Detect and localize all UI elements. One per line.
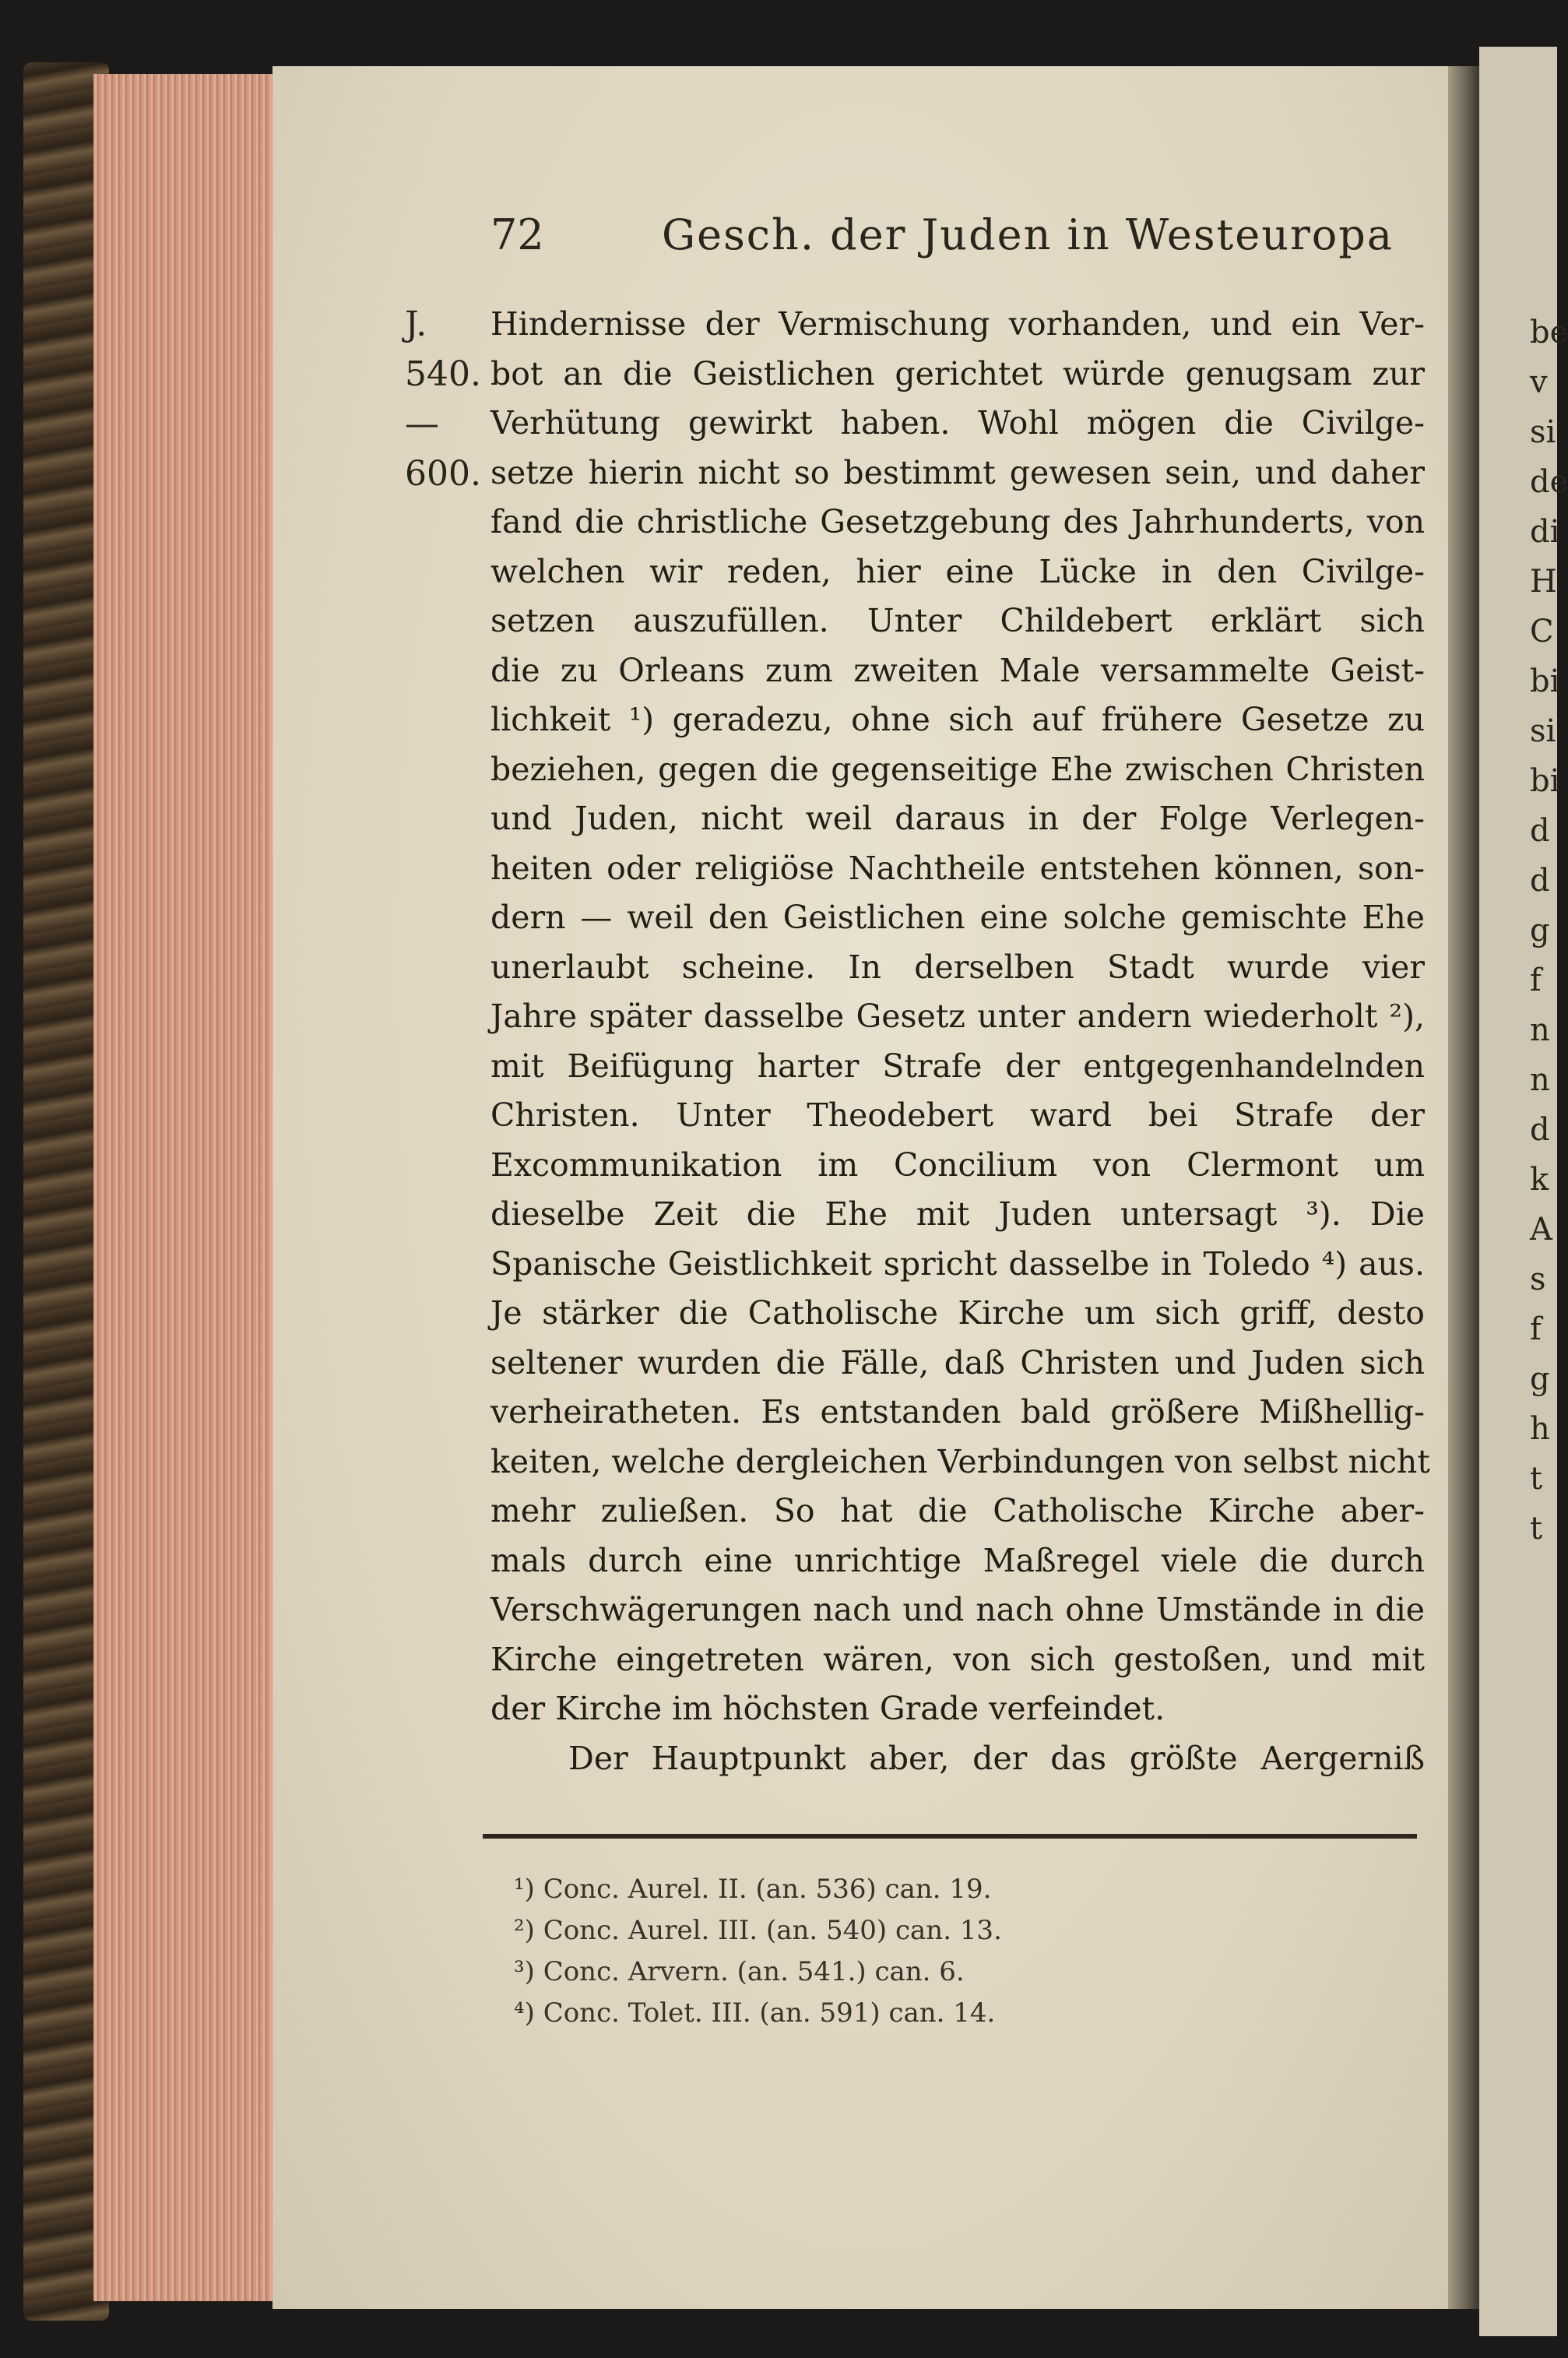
footnotes xyxy=(514,1869,1002,2034)
facing-page-text xyxy=(1530,308,1568,1554)
text-line: mit Beifügung harter Strafe der entgegenhandelnden xyxy=(490,1047,1425,1085)
text-line: seltener wurden die Fälle, daß Christen und Juden sich xyxy=(490,1343,1425,1381)
facing-page-fragment: h xyxy=(1530,1411,1550,1447)
text-line: fand die christliche Gesetzgebung des Jahrhunderts, von xyxy=(490,503,1425,540)
page-number: 72 xyxy=(490,210,544,259)
facing-page-fragment: g xyxy=(1530,913,1550,948)
facing-page-fragment: si xyxy=(1530,414,1556,450)
text-line: setzen auszufüllen. Unter Childebert erklärt sich xyxy=(490,602,1425,639)
facing-page-fragment: bi xyxy=(1530,763,1560,799)
text-line: Excommunikation im Concilium von Clermont um xyxy=(490,1146,1425,1184)
text-line: keiten, welche dergleichen Verbindungen von selbst nicht xyxy=(490,1442,1430,1480)
running-title: Gesch. der Juden in Westeuropa xyxy=(662,210,1394,259)
facing-page-fragment: d xyxy=(1530,813,1550,849)
facing-page-fragment: be xyxy=(1530,315,1568,350)
text-line: unerlaubt scheine. In derselben Stadt wurde vier xyxy=(490,948,1425,986)
text-line: welchen wir reden, hier eine Lücke in den Civilge- xyxy=(490,552,1425,590)
facing-page-fragment: k xyxy=(1530,1162,1549,1198)
facing-page-fragment: n xyxy=(1530,1062,1550,1098)
margin-note xyxy=(405,300,481,499)
text-line: verheiratheten. Es entstanden bald größere Mißhellig- xyxy=(490,1393,1425,1431)
text-line: heiten oder religiöse Nachtheile entstehen können, son- xyxy=(490,849,1425,887)
facing-page-fragment: bi xyxy=(1530,663,1560,699)
facing-page-fragment: t xyxy=(1530,1511,1543,1547)
text-line: die zu Orleans zum zweiten Male versammelte Geist- xyxy=(490,651,1425,689)
facing-page-fragment: s xyxy=(1530,1262,1546,1297)
margin-note-line: 540. xyxy=(405,354,481,394)
text-line: beziehen, gegen die gegenseitige Ehe zwischen Christen xyxy=(490,750,1425,788)
text-line: Verhütung gewirkt haben. Wohl mögen die Civilge- xyxy=(490,404,1425,442)
text-line: Jahre später dasselbe Gesetz unter andern wiederholt ²), xyxy=(490,998,1425,1035)
facing-page-fragment: d xyxy=(1530,863,1550,899)
margin-note-line: 600. xyxy=(405,454,481,494)
text-line: Spanische Geistlichkeit spricht dasselbe in Toledo ⁴) aus. xyxy=(490,1244,1425,1283)
facing-page-fragment: di xyxy=(1530,514,1560,550)
facing-page-fragment: H xyxy=(1530,564,1557,600)
facing-page-fragment: g xyxy=(1530,1361,1550,1397)
text-line: Hindernisse der Vermischung vorhanden, und ein Ver- xyxy=(490,305,1425,343)
footnote: ²) Conc. Aurel. III. (an. 540) can. 13. xyxy=(514,1915,1002,1946)
text-line: Je stärker die Catholische Kirche um sich griff, desto xyxy=(490,1294,1425,1332)
facing-page-fragment: f xyxy=(1530,1311,1542,1347)
facing-page-fragment: si xyxy=(1530,713,1556,749)
footnote-rule xyxy=(483,1834,1417,1839)
text-line: Verschwägerungen nach und nach ohne Umstände in die xyxy=(490,1591,1425,1628)
text-line: der Kirche im höchsten Grade verfeindet. xyxy=(490,1690,1165,1727)
facing-page-fragment: de xyxy=(1530,464,1568,500)
text-line: dern — weil den Geistlichen eine solche gemischte Ehe xyxy=(490,899,1425,936)
facing-page-fragment: v xyxy=(1530,364,1548,400)
text-line: Kirche eingetreten wären, von sich gestoßen, und mit xyxy=(490,1640,1425,1678)
text-line: dieselbe Zeit die Ehe mit Juden untersagt ³). Die xyxy=(490,1195,1425,1233)
facing-page-fragment: C xyxy=(1530,614,1554,649)
facing-page-fragment: t xyxy=(1530,1461,1543,1497)
text-line: bot an die Geistlichen gerichtet würde genugsam zur xyxy=(490,354,1425,392)
page-edges xyxy=(93,74,272,2301)
facing-page-fragment: f xyxy=(1530,963,1542,998)
facing-page-fragment: n xyxy=(1530,1012,1550,1048)
facing-page-fragment: A xyxy=(1530,1212,1552,1248)
text-line: lichkeit ¹) geradezu, ohne sich auf frühere Gesetze zu xyxy=(490,701,1425,738)
text-line: setze hierin nicht so bestimmt gewesen sein, und daher xyxy=(490,453,1425,491)
body-text xyxy=(490,300,1430,1783)
margin-note-line: J. xyxy=(405,304,427,344)
footnote: ⁴) Conc. Tolet. III. (an. 591) can. 14. xyxy=(514,1997,996,2029)
text-line: mals durch eine unrichtige Maßregel viele die durch xyxy=(490,1541,1425,1579)
book-gutter xyxy=(1448,66,1479,2309)
facing-page-fragment: d xyxy=(1530,1112,1550,1148)
footnote: ³) Conc. Arvern. (an. 541.) can. 6. xyxy=(514,1956,965,1987)
text-line: und Juden, nicht weil daraus in der Folge Verlegen- xyxy=(490,800,1425,837)
margin-note-line: — xyxy=(405,404,439,444)
footnote: ¹) Conc. Aurel. II. (an. 536) can. 19. xyxy=(514,1874,992,1905)
text-line-new-paragraph: Der Hauptpunkt aber, der das größte Aergerniß xyxy=(568,1739,1425,1777)
text-line: Christen. Unter Theodebert ward bei Strafe der xyxy=(490,1096,1425,1134)
text-line: mehr zuließen. So hat die Catholische Kirche aber- xyxy=(490,1492,1425,1529)
